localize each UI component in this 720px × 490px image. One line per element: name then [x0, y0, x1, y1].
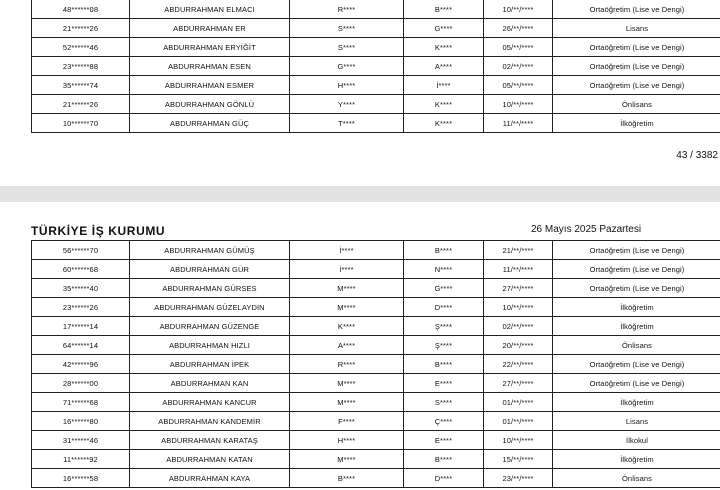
education-level-cell: Ortaöğretim (Lise ve Dengi) [553, 279, 720, 298]
father-initial-cell: H**** [290, 76, 404, 95]
mother-initial-cell: S**** [404, 393, 484, 412]
birth-date-cell: 10/**/**** [484, 431, 553, 450]
birth-date-cell: 22/**/**** [484, 355, 553, 374]
table-row [32, 114, 720, 133]
mother-initial-cell: B**** [404, 355, 484, 374]
mother-initial-cell: G**** [404, 279, 484, 298]
full-name-cell: ABDURRAHMAN ESMER [130, 76, 290, 95]
birth-date-cell: 10/**/**** [484, 0, 553, 19]
full-name-cell: ABDURRAHMAN KATAN [130, 450, 290, 469]
birth-date-cell: 27/**/**** [484, 374, 553, 393]
father-initial-cell: R**** [290, 0, 404, 19]
table-row [32, 19, 720, 38]
father-initial-cell: İ**** [290, 241, 404, 260]
table-row [32, 393, 720, 412]
education-level-cell: İlköğretim [553, 298, 720, 317]
birth-date-cell: 15/**/**** [484, 450, 553, 469]
table-row [32, 0, 720, 19]
full-name-cell: ABDURRAHMAN KANCUR [130, 393, 290, 412]
father-initial-cell: G**** [290, 57, 404, 76]
table-row [32, 374, 720, 393]
mother-initial-cell: Ş**** [404, 317, 484, 336]
education-level-cell: Önlisans [553, 95, 720, 114]
organization-title: TÜRKİYE İŞ KURUMU [31, 224, 166, 238]
education-level-cell: Önlisans [553, 336, 720, 355]
father-initial-cell: K**** [290, 317, 404, 336]
full-name-cell: ABDURRAHMAN GÜZENGE [130, 317, 290, 336]
masked-id-cell: 21******26 [32, 95, 130, 114]
full-name-cell: ABDURRAHMAN KAYA [130, 469, 290, 488]
mother-initial-cell: A**** [404, 57, 484, 76]
full-name-cell: ABDURRAHMAN ELMACI [130, 0, 290, 19]
table-row [32, 469, 720, 488]
masked-id-cell: 10******70 [32, 114, 130, 133]
full-name-cell: ABDURRAHMAN ESEN [130, 57, 290, 76]
education-level-cell: Lisans [553, 412, 720, 431]
birth-date-cell: 21/**/**** [484, 241, 553, 260]
birth-date-cell: 27/**/**** [484, 279, 553, 298]
full-name-cell: ABDURRAHMAN GÜR [130, 260, 290, 279]
education-level-cell: İlköğretim [553, 114, 720, 133]
father-initial-cell: B**** [290, 469, 404, 488]
mother-initial-cell: D**** [404, 469, 484, 488]
education-level-cell: Lisans [553, 19, 720, 38]
table-row [32, 260, 720, 279]
education-level-cell: Ortaöğretim (Lise ve Dengi) [553, 260, 720, 279]
mother-initial-cell: E**** [404, 431, 484, 450]
education-level-cell: Ortaöğretim (Lise ve Dengi) [553, 241, 720, 260]
father-initial-cell: A**** [290, 336, 404, 355]
mother-initial-cell: Ç**** [404, 412, 484, 431]
table-row [32, 38, 720, 57]
table-row [32, 431, 720, 450]
mother-initial-cell: Ş**** [404, 336, 484, 355]
education-level-cell: İlköğretim [553, 317, 720, 336]
full-name-cell: ABDURRAHMAN GÖNLÜ [130, 95, 290, 114]
education-level-cell: İlkokul [553, 431, 720, 450]
table-row [32, 450, 720, 469]
mother-initial-cell: K**** [404, 95, 484, 114]
masked-id-cell: 71******68 [32, 393, 130, 412]
father-initial-cell: Y**** [290, 95, 404, 114]
education-level-cell: İlköğretim [553, 450, 720, 469]
father-initial-cell: S**** [290, 19, 404, 38]
education-level-cell: Ortaöğretim (Lise ve Dengi) [553, 57, 720, 76]
table-row [32, 279, 720, 298]
full-name-cell: ABDURRAHMAN GÜZELAYDIN [130, 298, 290, 317]
masked-id-cell: 16******58 [32, 469, 130, 488]
report-date: 26 Mayıs 2025 Pazartesi [531, 224, 642, 235]
birth-date-cell: 01/**/**** [484, 393, 553, 412]
table-row [32, 317, 720, 336]
education-level-cell: Önlisans [553, 469, 720, 488]
birth-date-cell: 23/**/**** [484, 469, 553, 488]
full-name-cell: ABDURRAHMAN ERYİĞİT [130, 38, 290, 57]
records-table-page-1 [31, 0, 720, 133]
mother-initial-cell: K**** [404, 38, 484, 57]
table-row [32, 95, 720, 114]
masked-id-cell: 60******68 [32, 260, 130, 279]
masked-id-cell: 56******70 [32, 241, 130, 260]
mother-initial-cell: B**** [404, 241, 484, 260]
father-initial-cell: T**** [290, 114, 404, 133]
birth-date-cell: 26/**/**** [484, 19, 553, 38]
father-initial-cell: M**** [290, 393, 404, 412]
birth-date-cell: 20/**/**** [484, 336, 553, 355]
birth-date-cell: 10/**/**** [484, 298, 553, 317]
father-initial-cell: M**** [290, 279, 404, 298]
full-name-cell: ABDURRAHMAN KAN [130, 374, 290, 393]
full-name-cell: ABDURRAHMAN GÜMÜŞ [130, 241, 290, 260]
masked-id-cell: 52******46 [32, 38, 130, 57]
education-level-cell: Ortaöğretim (Lise ve Dengi) [553, 38, 720, 57]
birth-date-cell: 01/**/**** [484, 412, 553, 431]
birth-date-cell: 02/**/**** [484, 57, 553, 76]
education-level-cell: Ortaöğretim (Lise ve Dengi) [553, 374, 720, 393]
table-row [32, 355, 720, 374]
masked-id-cell: 17******14 [32, 317, 130, 336]
masked-id-cell: 48******08 [32, 0, 130, 19]
mother-initial-cell: G**** [404, 19, 484, 38]
masked-id-cell: 11******92 [32, 450, 130, 469]
masked-id-cell: 16******80 [32, 412, 130, 431]
table-row [32, 76, 720, 95]
full-name-cell: ABDURRAHMAN KARATAŞ [130, 431, 290, 450]
table-row [32, 298, 720, 317]
full-name-cell: ABDURRAHMAN GÜÇ [130, 114, 290, 133]
mother-initial-cell: K**** [404, 114, 484, 133]
document-page-2 [0, 202, 720, 490]
father-initial-cell: M**** [290, 298, 404, 317]
masked-id-cell: 21******26 [32, 19, 130, 38]
birth-date-cell: 11/**/**** [484, 114, 553, 133]
masked-id-cell: 31******46 [32, 431, 130, 450]
mother-initial-cell: D**** [404, 298, 484, 317]
education-level-cell: Ortaöğretim (Lise ve Dengi) [553, 0, 720, 19]
father-initial-cell: İ**** [290, 260, 404, 279]
birth-date-cell: 11/**/**** [484, 260, 553, 279]
mother-initial-cell: B**** [404, 450, 484, 469]
masked-id-cell: 35******74 [32, 76, 130, 95]
father-initial-cell: F**** [290, 412, 404, 431]
masked-id-cell: 64******14 [32, 336, 130, 355]
father-initial-cell: S**** [290, 38, 404, 57]
table-row [32, 412, 720, 431]
document-page-1 [0, 0, 720, 186]
father-initial-cell: R**** [290, 355, 404, 374]
birth-date-cell: 10/**/**** [484, 95, 553, 114]
full-name-cell: ABDURRAHMAN ER [130, 19, 290, 38]
full-name-cell: ABDURRAHMAN İPEK [130, 355, 290, 374]
father-initial-cell: M**** [290, 374, 404, 393]
table-row [32, 57, 720, 76]
full-name-cell: ABDURRAHMAN GÜRSES [130, 279, 290, 298]
birth-date-cell: 05/**/**** [484, 38, 553, 57]
masked-id-cell: 28******00 [32, 374, 130, 393]
education-level-cell: Ortaöğretim (Lise ve Dengi) [553, 76, 720, 95]
mother-initial-cell: İ**** [404, 76, 484, 95]
education-level-cell: İlköğretim [553, 393, 720, 412]
page-number: 43 / 3382 [676, 150, 718, 161]
education-level-cell: Ortaöğretim (Lise ve Dengi) [553, 355, 720, 374]
mother-initial-cell: B**** [404, 0, 484, 19]
page-separator [0, 186, 720, 202]
records-table-page-2 [31, 240, 720, 488]
masked-id-cell: 35******40 [32, 279, 130, 298]
mother-initial-cell: E**** [404, 374, 484, 393]
father-initial-cell: M**** [290, 450, 404, 469]
masked-id-cell: 42******96 [32, 355, 130, 374]
mother-initial-cell: N**** [404, 260, 484, 279]
table-row [32, 336, 720, 355]
table-row [32, 241, 720, 260]
birth-date-cell: 05/**/**** [484, 76, 553, 95]
full-name-cell: ABDURRAHMAN HIZLI [130, 336, 290, 355]
full-name-cell: ABDURRAHMAN KANDEMİR [130, 412, 290, 431]
father-initial-cell: H**** [290, 431, 404, 450]
birth-date-cell: 02/**/**** [484, 317, 553, 336]
masked-id-cell: 23******26 [32, 298, 130, 317]
masked-id-cell: 23******88 [32, 57, 130, 76]
